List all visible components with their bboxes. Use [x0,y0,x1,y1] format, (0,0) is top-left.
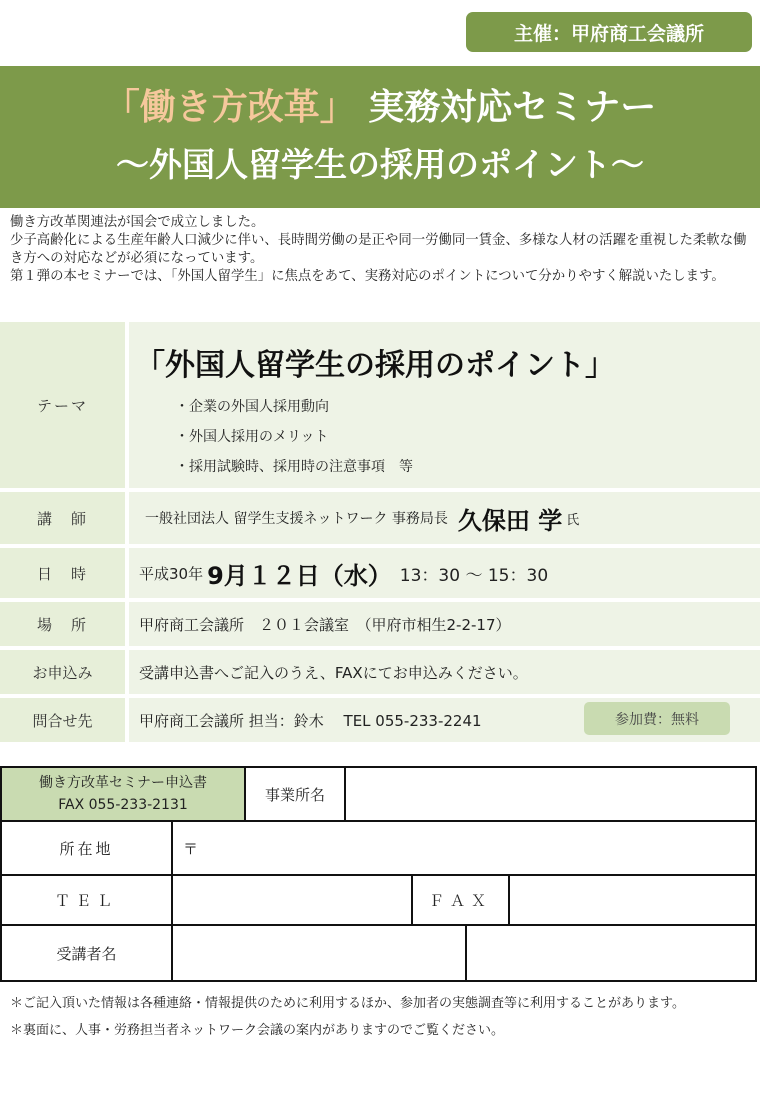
form-title-line1: 働き方改革セミナー申込書 [39,775,207,791]
datetime-row [0,548,760,598]
theme-row [0,322,760,488]
footnote: ＊ご記入頂いた情報は各種連絡・情報提供のために利用するほか、参加者の実態調査等に利用することがあります。 [10,996,685,1011]
theme-items [175,392,413,482]
lecturer-value [129,492,760,544]
venue-label: 場 所 [0,602,125,646]
address-field[interactable] [171,820,757,876]
fee-badge: 参加費：無料 [584,702,730,735]
datetime-label: 日 時 [0,548,125,598]
contact-label: 問合せ先 [0,698,125,742]
attendee-label: 受講者名 [0,924,173,982]
theme-title: 「外国人留学生の採用のポイント」 [135,348,615,383]
lecturer-suffix: 氏 [566,512,580,528]
title-rest: 実務対応セミナー [368,87,657,128]
address-label: 所在地 [0,820,173,876]
theme-item: ・外国人採用のメリット [175,429,329,445]
fax-label: ＦＡＸ [411,874,510,926]
lecturer-label: 講 師 [0,492,125,544]
seminar-banner [0,66,760,208]
apply-value: 受講申込書へご記入のうえ、FAXにてお申込みください。 [129,650,760,694]
form-title [0,766,246,822]
date-main: 9月１２日（水） [207,561,392,590]
apply-row [0,650,760,694]
venue-value: 甲府商工会議所 ２０１会議室 （甲府市相生2-2-17） [129,602,760,646]
intro-text [10,214,756,286]
contact-row [0,698,760,742]
venue-row [0,602,760,646]
time-range: 13：30 ～ 15：30 [399,565,549,586]
lecturer-name: 久保田 学 [457,506,563,535]
title-accent: 「働き方改革」 [103,87,356,128]
contact-text: 甲府商工会議所 担当：鈴木 TEL 055-233-2241 [139,711,482,730]
postal-mark: 〒 [183,839,199,858]
theme-item: ・企業の外国人採用動向 [175,399,329,415]
datetime-value [129,548,760,598]
fax-field[interactable] [508,874,757,926]
theme-label: テーマ [0,322,125,488]
theme-item: ・採用試験時、採用時の注意事項 等 [175,459,413,475]
tel-label: ＴＥＬ [0,874,173,926]
theme-value [129,322,760,488]
intro-line: 働き方改革関連法が国会で成立しました。 [10,215,265,230]
date-prefix: 平成30年 [139,564,204,583]
lecturer-org: 一般社団法人 留学生支援ネットワーク 事務局長 [145,511,448,527]
intro-line: 少子高齢化による生産年齢人口減少に伴い、長時間労働の是正や同一労働同一賃金、多様な人材の活躍を重視した柔軟な働き方への対応などが必須になっています。 [10,233,747,266]
contact-value [129,698,760,742]
lecturer-row [0,492,760,544]
form-fax-number: FAX 055-233-2131 [58,797,188,813]
intro-line: 第１弾の本セミナーでは、「外国人留学生」に焦点をあて、実務対応のポイントについて分かりやすく解説いたします。 [10,269,725,284]
seminar-subtitle: ～外国人留学生の採用のポイント～ [116,145,644,184]
company-label: 事業所名 [244,766,346,822]
footnote: ＊裏面に、人事・労務担当者ネットワーク会議の案内がありますのでご覧ください。 [10,1023,505,1038]
company-field[interactable] [344,766,757,822]
attendee-field-1[interactable] [171,924,467,982]
apply-label: お申込み [0,650,125,694]
seminar-title [0,88,760,128]
organizer-badge: 主催：甲府商工会議所 [466,12,752,52]
footnotes [10,990,685,1044]
application-form [0,766,760,982]
tel-field[interactable] [171,874,413,926]
attendee-field-2[interactable] [465,924,757,982]
